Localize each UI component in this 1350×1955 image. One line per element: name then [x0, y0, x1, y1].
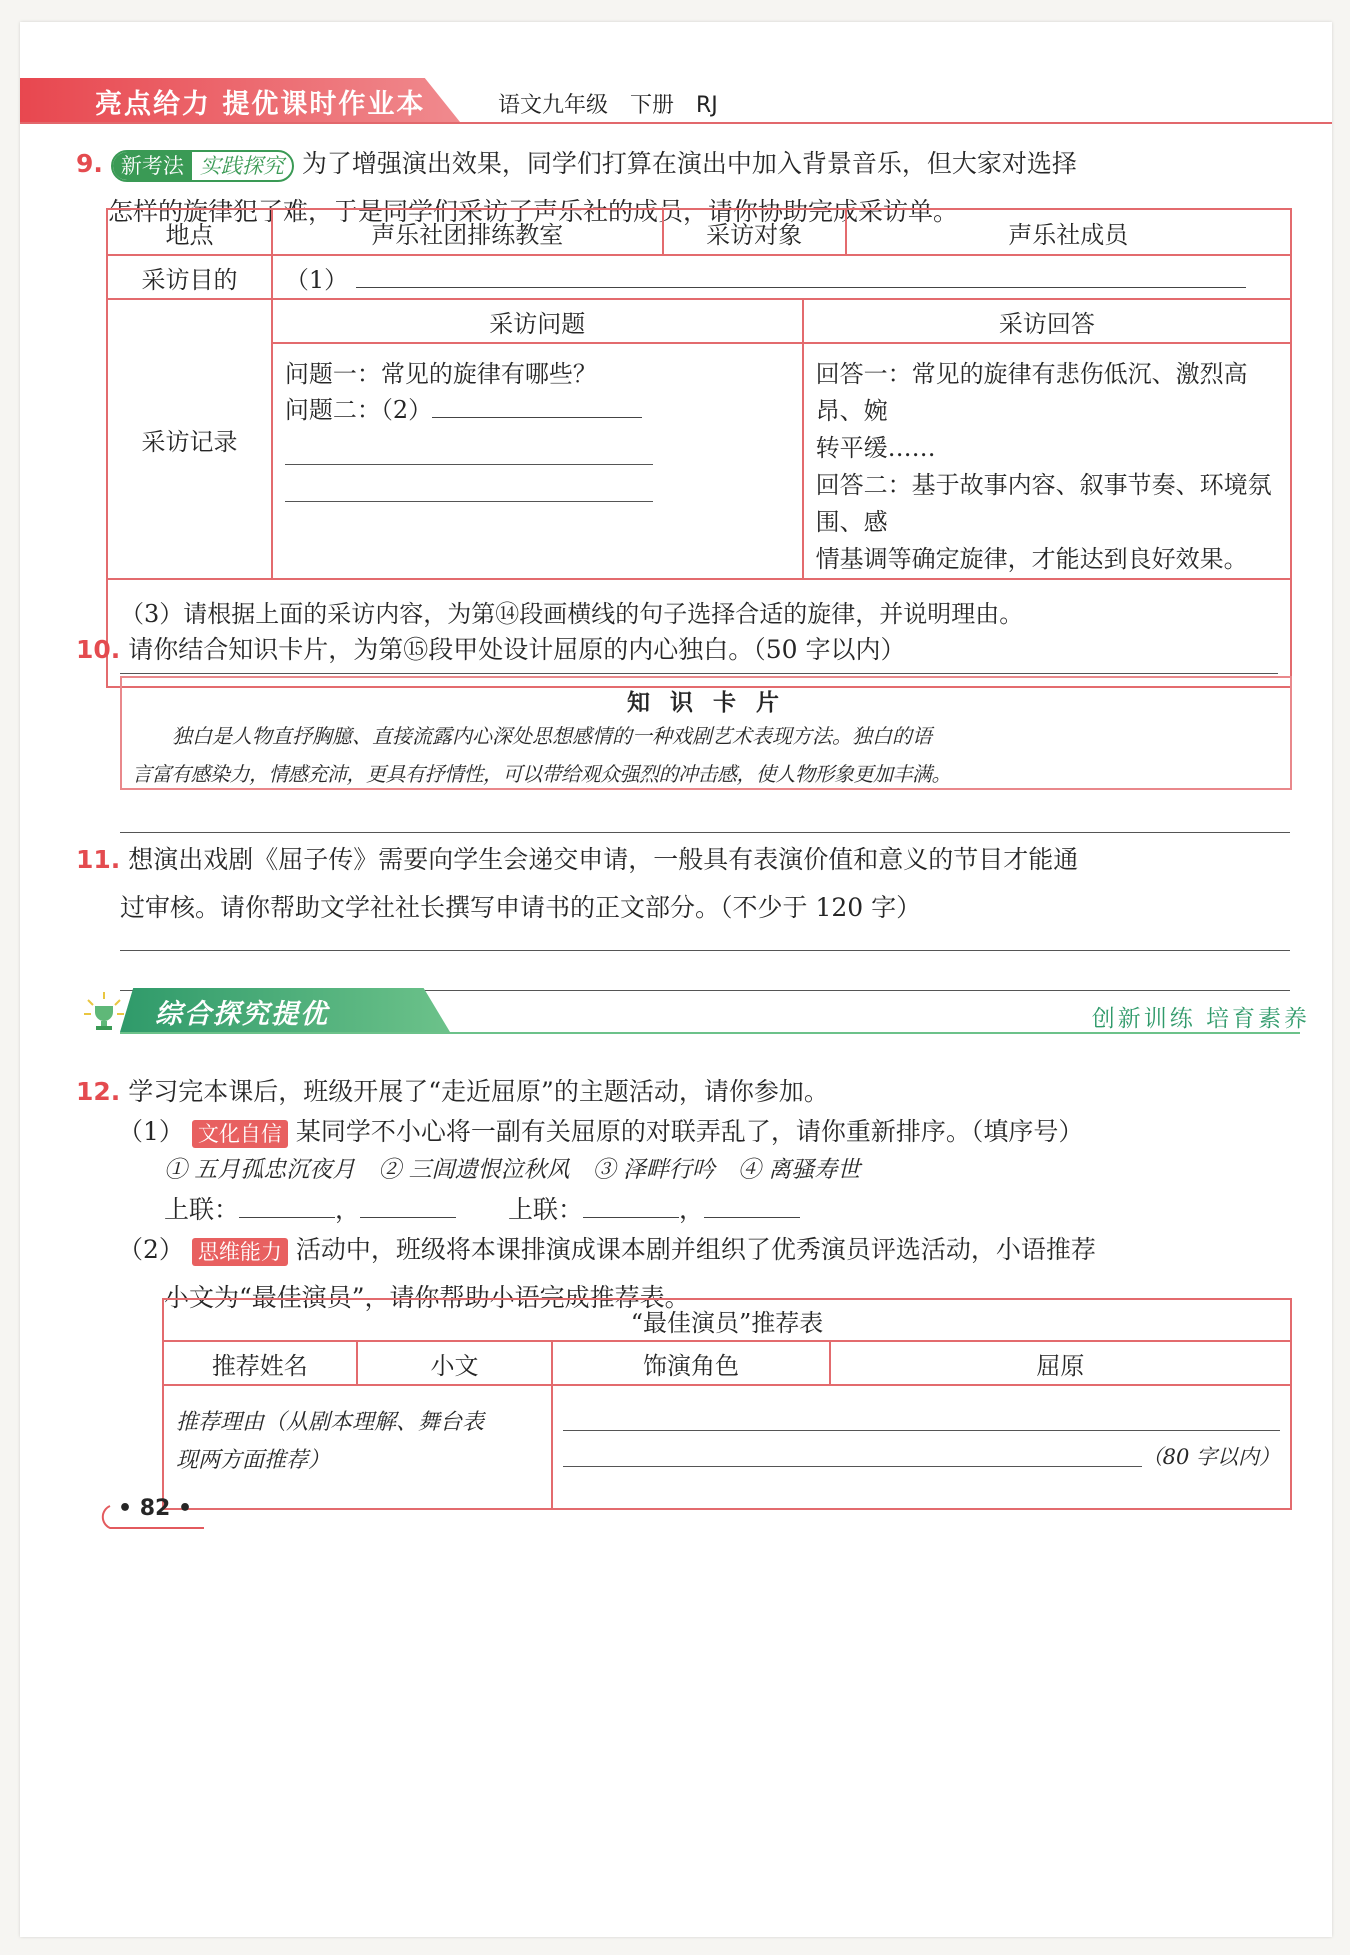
header-rule — [20, 122, 1332, 124]
purpose-prefix: （1） — [284, 265, 349, 294]
location-label: 地点 — [107, 209, 272, 255]
answer-line[interactable] — [285, 501, 653, 502]
answer-2-line-2: 情基调等确定旋律，才能达到良好效果。 — [815, 545, 1248, 573]
new-exam-badge — [111, 150, 294, 182]
section-title: 综合探究提优 — [155, 999, 329, 1030]
question-1: 问题一：常见的旋律有哪些？ — [284, 360, 597, 388]
book-subtitle: 语文九年级 下册 RJ — [498, 93, 718, 118]
question-10 — [76, 626, 1316, 674]
upper-label: 上联： — [507, 1195, 583, 1224]
sub-prefix: （1） — [118, 1117, 184, 1146]
purpose-answer-cell[interactable] — [272, 255, 1291, 299]
target-label: 采访对象 — [663, 209, 846, 255]
knowledge-card — [120, 676, 1292, 790]
purpose-answer-line[interactable] — [356, 265, 1246, 288]
badge-tag: 实践探究 — [199, 153, 284, 178]
name-label: 推荐姓名 — [163, 1341, 357, 1385]
answer-blank[interactable] — [239, 1191, 335, 1218]
question-2: 问题二：（2） — [284, 396, 433, 424]
word-limit: （80 字以内） — [1141, 1445, 1280, 1469]
card-line: 独白是人物直抒胸臆、直接流露内心深处思想感情的一种戏剧艺术表现方法。独白的语 — [172, 724, 932, 748]
answer-2-line-1: 回答二：基于故事内容、叙事节奏、环境氛围、感 — [815, 471, 1272, 536]
name-value: 小文 — [357, 1341, 553, 1385]
questions-cell — [272, 343, 803, 579]
question-text: 想演出戏剧《屈子传》需要向学生会递交申请，一般具有表演价值和意义的节目才能通 — [128, 845, 1079, 874]
reason-label-line: 现两方面推荐） — [176, 1448, 331, 1473]
culture-badge: 文化自信 — [192, 1120, 288, 1148]
question-number: 9. — [76, 149, 103, 178]
target-value: 声乐社成员 — [846, 209, 1291, 255]
badge-label: 新考法 — [113, 152, 192, 180]
answer-line[interactable] — [120, 832, 1290, 833]
answer-line[interactable] — [120, 950, 1290, 951]
answer-line[interactable] — [285, 464, 653, 465]
record-label: 采访记录 — [107, 299, 272, 579]
answer-line[interactable] — [563, 1466, 1141, 1467]
card-title: 知 识 卡 片 — [626, 690, 786, 716]
question-2-answer-line[interactable] — [432, 393, 642, 418]
question-header: 采访问题 — [272, 299, 803, 343]
couplet-options: ① 五月孤忠沉夜月 ② 三闾遗恨泣秋风 ③ 泽畔行吟 ④ 离骚寿世 — [164, 1157, 861, 1183]
section-rule — [120, 1032, 1300, 1034]
question-text: 请你结合知识卡片，为第⑮段甲处设计屈原的内心独白。（50 字以内） — [128, 635, 906, 664]
workbook-page — [20, 22, 1332, 1937]
question-number: 11. — [76, 845, 121, 874]
reason-answer-cell[interactable] — [552, 1385, 1291, 1509]
answer-1-line-2: 转平缓…… — [815, 434, 936, 462]
question-number: 10. — [76, 635, 121, 664]
sub-text: 某同学不小心将一副有关屈原的对联弄乱了，请你重新排序。（填序号） — [295, 1117, 1084, 1146]
series-title: 亮点给力 提优课时作业本 — [95, 89, 426, 120]
sub-prefix: （2） — [118, 1235, 184, 1264]
interview-table — [106, 208, 1292, 688]
question-11 — [76, 836, 1316, 932]
thinking-badge: 思维能力 — [192, 1238, 288, 1266]
answer-blank[interactable] — [360, 1191, 456, 1218]
question-number: 12. — [76, 1077, 121, 1106]
question-text: 学习完本课后，班级开展了“走近屈原”的主题活动，请你参加。 — [128, 1077, 829, 1106]
location-value: 声乐社团排练教室 — [272, 209, 663, 255]
question-text: 为了增强演出效果，同学们打算在演出中加入背景音乐，但大家对选择 — [301, 149, 1077, 178]
lightbulb-trophy-icon — [82, 990, 126, 1034]
reason-label — [163, 1385, 552, 1509]
recommend-table — [162, 1298, 1292, 1510]
card-body — [122, 717, 1290, 793]
sub-question-3-text: （3）请根据上面的采访内容，为第⑭段画横线的句子选择合适的旋律，并说明理由。 — [120, 600, 1024, 628]
sub-text: 活动中，班级将本课排演成课本剧并组织了优秀演员评选活动，小语推荐 — [295, 1235, 1096, 1264]
purpose-label: 采访目的 — [107, 255, 272, 299]
card-line: 言富有感染力，情感充沛，更具有抒情性，可以带给观众强烈的冲击感，使人物形象更加丰满。 — [132, 762, 951, 786]
recommend-table-title: “最佳演员”推荐表 — [163, 1299, 1291, 1341]
sub-text: 小文为“最佳演员”，请你帮助小语完成推荐表。 — [164, 1283, 690, 1312]
answer-header: 采访回答 — [803, 299, 1291, 343]
role-label: 饰演角色 — [552, 1341, 830, 1385]
reason-label-line: 推荐理由（从剧本理解、舞台表 — [176, 1410, 485, 1435]
question-text: 过审核。请你帮助文学社社长撰写申请书的正文部分。（不少于 120 字） — [120, 893, 922, 922]
upper-label: 上联： — [164, 1195, 240, 1224]
section-slogan: 创新训练 培育素养 — [1091, 1006, 1310, 1032]
answer-1-line-1: 回答一：常见的旋律有悲伤低沉、激烈高昂、婉 — [815, 360, 1248, 425]
answer-blank[interactable] — [704, 1191, 800, 1218]
page-number: • 82 • — [118, 1496, 193, 1521]
question-text: 怎样的旋律犯了难，于是同学们采访了声乐社的成员，请你协助完成采访单。 — [108, 197, 959, 226]
comma: ， — [335, 1195, 361, 1224]
answers-cell — [803, 343, 1291, 579]
answer-line[interactable] — [563, 1430, 1280, 1431]
comma: ， — [679, 1195, 705, 1224]
answer-blank[interactable] — [583, 1191, 679, 1218]
role-value: 屈原 — [830, 1341, 1291, 1385]
